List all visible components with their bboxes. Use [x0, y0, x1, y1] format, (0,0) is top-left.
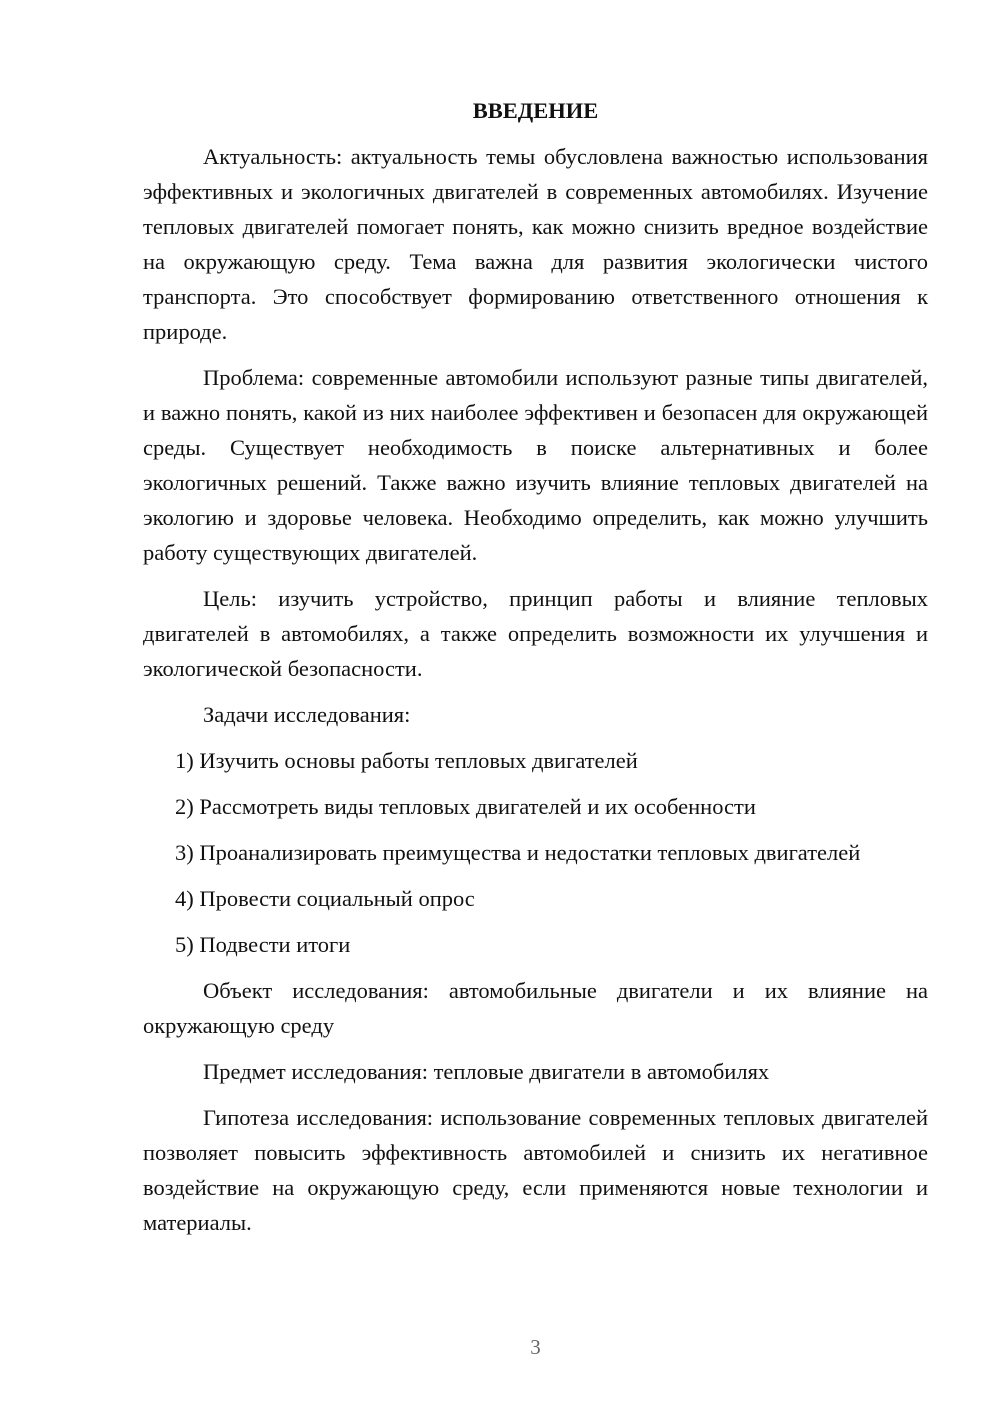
task-item-3: 3) Проанализировать преимущества и недостатки тепловых двигателей: [175, 840, 861, 865]
paragraph-tasks-heading: Задачи исследования:: [203, 702, 411, 727]
paragraph-relevance: Актуальность: актуальность темы обусловлена важностью использования эффективных и экологичных двигателей в современных автомобилях. Изучение тепловых двигателей помогает понять, как можно снизить вредное воздействие на окружающую среду. Тема важна для развития экологически чистого транспорта. Это способствует формированию ответственного отношения к природе.: [143, 144, 928, 344]
task-item-1: 1) Изучить основы работы тепловых двигателей: [175, 748, 638, 773]
page-content: [143, 93, 928, 1251]
page-number: 3: [530, 1335, 541, 1359]
paragraph-goal: Цель: изучить устройство, принцип работы и влияние тепловых двигателей в автомобилях, а также определить возможности их улучшения и экологической безопасности.: [143, 586, 928, 681]
task-item-4: 4) Провести социальный опрос: [175, 886, 475, 911]
paragraph-problem: Проблема: современные автомобили используют разные типы двигателей, и важно понять, какой из них наиболее эффективен и безопасен для окружающей среды. Существует необходимость в поиске альтернативных и более экологичных решений. Также важно изучить влияние тепловых двигателей на экологию и здоровье человека. Необходимо определить, как можно улучшить работу существующих двигателей.: [143, 365, 928, 565]
task-item-2: 2) Рассмотреть виды тепловых двигателей и их особенности: [175, 794, 756, 819]
task-item-5: 5) Подвести итоги: [175, 932, 351, 957]
paragraph-hypothesis: Гипотеза исследования: использование современных тепловых двигателей позволяет повысить эффективность автомобилей и снизить их негативное воздействие на окружающую среду, если применяются новые технологии и материалы.: [143, 1105, 928, 1235]
section-heading: ВВЕДЕНИЕ: [472, 98, 599, 123]
paragraph-subject: Предмет исследования: тепловые двигатели в автомобилях: [203, 1059, 770, 1084]
paragraph-object: Объект исследования: автомобильные двигатели и их влияние на окружающую среду: [143, 978, 928, 1038]
